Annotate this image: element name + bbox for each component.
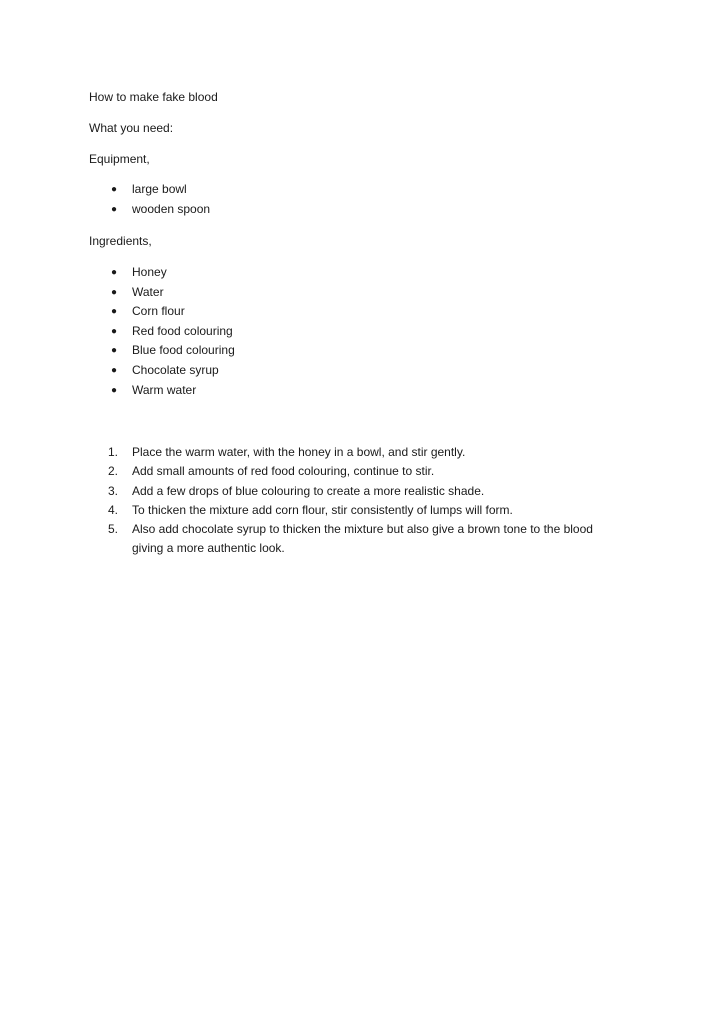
step-text: Add small amounts of red food colouring, continue to stir. [132,464,435,479]
bullet-icon: ● [111,306,118,318]
bullet-icon: ● [111,325,118,337]
bullet-icon: ● [111,286,118,298]
step-number: 3. [108,483,119,498]
step-number: 5. [108,522,119,537]
ingredient-item-text: Warm water [132,382,197,397]
equipment-item-text: large bowl [132,182,187,196]
step-text: Place the warm water, with the honey in a bowl, and stir gently. [132,445,466,459]
bullet-icon: ● [111,184,118,195]
equipment-heading: Equipment, [89,152,150,166]
ingredient-item-text: Blue food colouring [132,343,235,358]
ingredient-item-text: Chocolate syrup [132,362,219,377]
steps-list [0,443,622,559]
step-text: Also add chocolate syrup to thicken the mixture but also give a brown tone to the blood giving a more authentic look. [132,522,593,556]
ingredient-item-text: Honey [132,265,167,279]
step-text: Add a few drops of blue colouring to create a more realistic shade. [132,483,485,498]
ingredients-heading: Ingredients, [89,234,152,248]
step-number: 4. [108,502,119,517]
ingredient-item-text: Corn flour [132,304,185,319]
ingredient-item-text: Water [132,284,164,299]
bullet-icon: ● [111,267,118,278]
list-item [0,482,622,501]
bullet-icon: ● [111,364,118,376]
list-item [0,520,622,559]
equipment-item-text: wooden spoon [132,201,211,216]
ingredient-item-text: Red food colouring [132,323,233,338]
bullet-icon: ● [111,345,118,357]
list-item [0,462,622,481]
list-item [0,443,622,462]
bullet-icon: ● [111,384,118,396]
step-text: To thicken the mixture add corn flour, stir consistently of lumps will form. [132,502,513,517]
step-number: 1. [108,445,119,459]
document-title: How to make fake blood [89,90,218,104]
what-you-need-heading: What you need: [89,121,174,135]
bullet-icon: ● [111,203,118,215]
step-number: 2. [108,464,119,479]
list-item [0,501,622,520]
